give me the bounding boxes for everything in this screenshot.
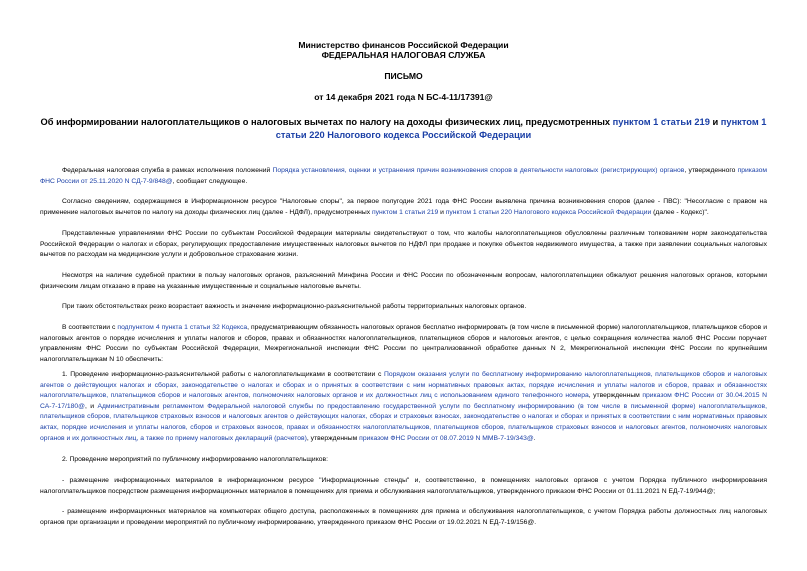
- link-procedure-informing[interactable]: Порядком оказания услуги по бесплатному информированию налогоплательщиков, плательщиков сборов и налоговых агентов о действующих налогах и сборах, законодательстве о налогах и сборах и о принятых в соответствии с ним нормативных правовых актах, порядке исчисления и уплаты налогов и сборов, правах и обязанностях налогоплательщиков, плательщиков сборов и налоговых агентов, полномочиях налоговых органов и их должностных лиц с использованием единого телефонного номера: [40, 371, 768, 400]
- paragraph-instructions: [40, 323, 767, 365]
- text: , сообщает следующее.: [172, 177, 248, 185]
- text: , предусматривающим обязанность налоговых органов бесплатно информировать (в том числе в письменной форме) налогоплательщиков, плательщиков сборов и налоговых агентов о порядке исчисления и уплаты налогов и сборов, правах и обязанностях налогоплательщиков, плательщиков сборов и налоговых агентов, с целью сокращения количества жалоб ФНС России поручает управлениям ФНС России по субъектам Российской Федерации, Межрегиональной инспекции ФНС России по централизованной обработке данных N 2, Межрегиональной инспекции ФНС России по крупнейшим налогоплательщикам N 10 обеспечить:: [40, 324, 767, 363]
- text: , утвержденным: [306, 434, 360, 442]
- service-name: ФЕДЕРАЛЬНАЯ НАЛОГОВАЯ СЛУЖБА: [321, 50, 486, 60]
- title-link-article-220[interactable]: пунктом 1 статьи 220 Налогового кодекса Российской Федерации: [275, 117, 767, 140]
- paragraph-importance: При таких обстоятельствах резко возрастает важность и значение информационно-разъяснительной работы территориальных налоговых органов.: [62, 303, 527, 310]
- paragraph-item-1: [40, 370, 767, 444]
- paragraph-intro: [40, 166, 767, 187]
- paragraph-item-2-bullet-2: - размещение информационных материалов на компьютерах общего доступа, расположенных в помещениях для приема и обслуживания налогоплательщиков, с учетом Порядка работы должностных лиц налоговых органов при организации и проведении мероприятий по публичному информированию, утвержденного приказом ФНС России от 19.02.2021 N ЕД-7-19/156@.: [40, 508, 767, 526]
- text: (далее - Кодекс)".: [651, 208, 709, 216]
- link-procedure-disputes[interactable]: Порядка установления, оценки и устранения причин возникновения споров в деятельности налоговых (регистрирующих) органов: [272, 167, 685, 174]
- link-order-mmv-7-19-343[interactable]: приказом ФНС России от 08.07.2019 N ММВ-7-19/343@: [359, 434, 534, 442]
- link-order-sd-7-9-848[interactable]: приказом ФНС России от 25.11.2020 N СД-7-9/848@: [40, 167, 767, 185]
- paragraph-item-2-bullet-1: - размещение информационных материалов в информационном ресурсе "Информационные стенды" и, соответственно, в помещениях налоговых органов с учетом Порядка публичного информирования налогоплательщиков посредством размещения информационных материалов в помещениях для приема и обслуживания налогоплательщиков, утвержденного приказом ФНС России от 01.11.2021 N ЕД-7-19/944@;: [40, 477, 767, 495]
- paragraph-materials: Представленные управлениями ФНС России по субъектам Российской Федерации материалы свидетельствуют о том, что жалобы налогоплательщиков обусловлены различным толкованием норм законодательства Российской Федерации о налогах и сборах, регулирующих предоставление имущественных налоговых вычетов по НДФЛ при продаже и покупке объектов недвижимого имущества, а также при заявлении социальных налоговых вычетов по расходам на медицинские услуги и добровольное страхование жизни.: [40, 230, 767, 259]
- text: В соответствии с: [62, 324, 118, 331]
- title-text-1: Об информировании налогоплательщиков о налоговых вычетах по налогу на доходы физических лиц, предусмотренных: [40, 117, 613, 127]
- text: , и: [84, 402, 98, 410]
- text: .: [533, 434, 536, 442]
- paragraph-court-practice: Несмотря на наличие судебной практики в пользу налоговых органов, разъяснений Минфина России и ФНС России по обозначенным вопросам, налогоплательщики обжалуют решения налоговых органов, которыми физическим лицам отказано в праве на указанные имущественные и социальные налоговые вычеты.: [40, 272, 767, 290]
- document-title: [40, 116, 767, 141]
- link-article-219[interactable]: пунктом 1 статьи 219: [372, 208, 439, 216]
- paragraph-disputes-info: [40, 197, 767, 218]
- link-administrative-regulation[interactable]: Административным регламентом Федеральной налоговой службы по предоставлению государственной услуги по бесплатному информированию (в том числе в письменной форме) налогоплательщиков, плательщиков сборов, плательщиков страховых взносов и налоговых агентов о действующих налогах, сборах и страховых взносах, законодательстве о налогах и сборах и принятых в соответствии с ним нормативных правовых актах, порядке исчисления и уплаты налогов, сборов и страховых взносов, правах и обязанностях налогоплательщиков, плательщиков сборов, плательщиков страховых взносов и налоговых агентов, полномочиях налоговых органов и их должностных лиц, а также по приему налоговых деклараций (расчетов): [40, 402, 767, 442]
- text: Согласно сведениям, содержащимся в Информационном ресурсе "Налоговые споры", за первое полугодие 2021 года ФНС России выявлена причина возникновения споров (далее - ПВС): "Несогласие с правом на применение налоговых вычетов по налогу на доходы физических лиц (далее - НДФЛ), предусмотренных: [40, 198, 767, 216]
- text: , утвержденным: [588, 392, 643, 400]
- title-link-article-219[interactable]: пунктом 1 статьи 219: [612, 117, 710, 127]
- link-order-sa-7-17-180[interactable]: приказом ФНС России от 30.04.2015 N СА-7-17/180@: [40, 392, 767, 410]
- title-text-2: и: [709, 117, 721, 127]
- document-type: ПИСЬМО: [384, 71, 423, 81]
- text: 1. Проведение информационно-разъяснительной работы с налогоплательщиками в соответствии с: [62, 371, 384, 378]
- ministry-name: Министерство финансов Российской Федерации: [298, 40, 509, 50]
- text: , утвержденного: [684, 167, 738, 174]
- link-article-220[interactable]: пунктом 1 статьи 220 Налогового кодекса Российской Федерации: [445, 208, 652, 216]
- document-date-number: от 14 декабря 2021 года N БС-4-11/17391@: [314, 92, 493, 102]
- text: Федеральная налоговая служба в рамках исполнения положений: [62, 167, 273, 174]
- paragraph-item-2: 2. Проведение мероприятий по публичному информированию налогоплательщиков:: [62, 456, 328, 463]
- text: и: [438, 208, 446, 216]
- link-article-32[interactable]: подпунктом 4 пункта 1 статьи 32 Кодекса: [117, 324, 248, 331]
